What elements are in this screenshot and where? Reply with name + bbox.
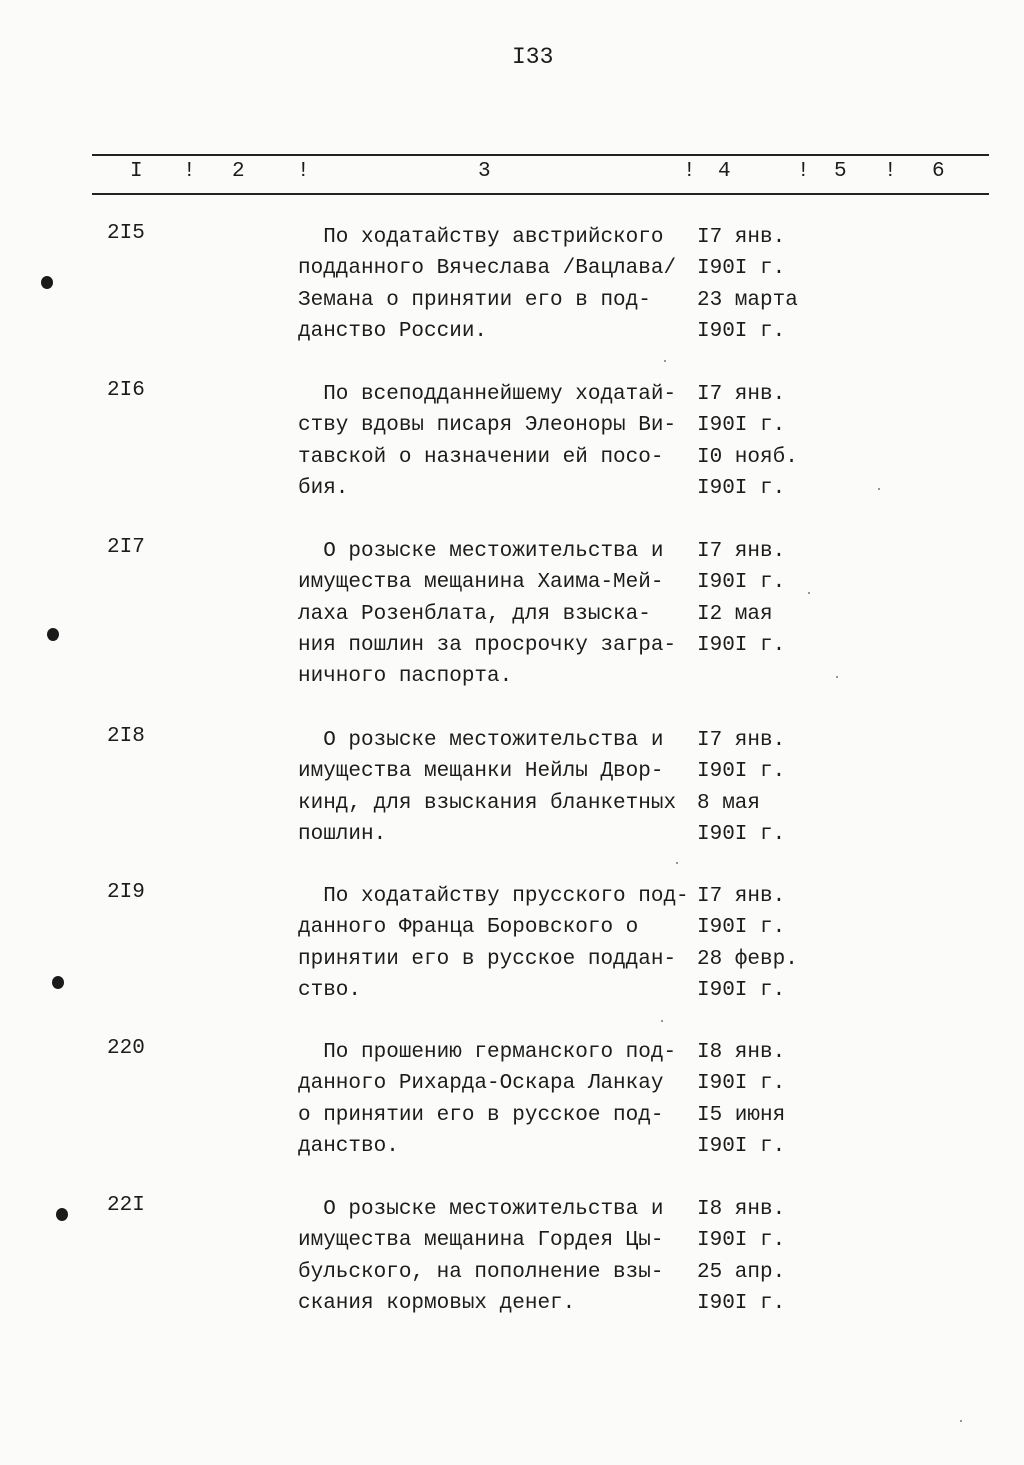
description-line: данного Франца Боровского о: [298, 916, 639, 940]
header-separator: !: [183, 160, 196, 183]
punch-hole: [52, 976, 64, 989]
entry-dates: [697, 1194, 785, 1319]
header-separator: !: [884, 160, 897, 183]
entry-number: 2I9: [107, 881, 145, 904]
header-col-5: 5: [834, 160, 847, 183]
date-line: I7 янв.: [697, 383, 786, 406]
header-bottom-rule: [92, 193, 989, 195]
entry-description: [298, 1194, 693, 1319]
date-line: I90I г.: [697, 978, 786, 1002]
date-line: 25 апр.: [697, 1260, 786, 1284]
date-line: I90I г.: [697, 414, 786, 438]
punch-hole: [56, 1208, 68, 1221]
date-line: I8 янв.: [697, 1198, 786, 1221]
description-line: Земана о принятии его в под-: [298, 288, 651, 312]
description-line: имущества мещанина Гордея Цы-: [298, 1229, 664, 1253]
date-line: I90I г.: [697, 1291, 786, 1315]
date-line: I90I г.: [697, 1229, 786, 1253]
date-line: I7 янв.: [697, 540, 786, 563]
entry-description: [298, 725, 693, 850]
date-line: 28 февр.: [697, 947, 798, 971]
date-line: I90I г.: [697, 760, 786, 784]
date-line: 8 мая: [697, 791, 761, 815]
entry-description: [298, 379, 693, 504]
entry-dates: [697, 1037, 785, 1162]
entry-number: 2I8: [107, 725, 145, 748]
description-line: лаха Розенблата, для взыска-: [298, 602, 651, 626]
entry-description: [298, 222, 693, 347]
scan-speck: [664, 360, 666, 362]
entry-dates: [697, 379, 798, 504]
entry-dates: [697, 222, 798, 347]
header-separator: !: [297, 160, 310, 183]
description-line: имущества мещанина Хаима-Мей-: [298, 571, 664, 595]
date-line: I90I г.: [697, 319, 786, 343]
entry-description: [298, 881, 693, 1006]
header-col-2: 2: [232, 160, 245, 183]
header-top-rule: [92, 154, 989, 156]
header-col-4: 4: [718, 160, 731, 183]
description-line: данство России.: [298, 319, 488, 343]
scan-speck: [836, 676, 838, 678]
description-line: кинд, для взыскания бланкетных: [298, 791, 677, 815]
description-line: По всеподданнейшему ходатай-: [298, 383, 677, 406]
date-line: I90I г.: [697, 916, 786, 940]
entry-number: 2I6: [107, 379, 145, 402]
entry-description: [298, 1037, 693, 1162]
description-line: пошлин.: [298, 822, 387, 846]
header-col-6: 6: [932, 160, 945, 183]
date-line: I8 янв.: [697, 1041, 786, 1064]
description-line: По ходатайству прусского под-: [298, 885, 689, 908]
header-separator: !: [797, 160, 810, 183]
date-line: I2 мая: [697, 602, 773, 626]
date-line: I7 янв.: [697, 885, 786, 908]
header-col-3: 3: [478, 160, 491, 183]
date-line: I90I г.: [697, 571, 786, 595]
entry-number: 220: [107, 1037, 145, 1060]
description-line: данство.: [298, 1134, 399, 1158]
punch-hole: [47, 628, 59, 641]
description-line: ство.: [298, 978, 362, 1002]
date-line: I7 янв.: [697, 729, 786, 752]
description-line: бия.: [298, 476, 349, 500]
description-line: ству вдовы писаря Элеоноры Ви-: [298, 414, 677, 438]
scan-speck: [676, 862, 678, 864]
entry-dates: [697, 536, 785, 661]
date-line: I90I г.: [697, 633, 786, 657]
date-line: I90I г.: [697, 1072, 786, 1096]
punch-hole: [41, 276, 53, 289]
description-line: скания кормовых денег.: [298, 1291, 576, 1315]
description-line: подданного Вячеслава /Вацлава/: [298, 257, 677, 281]
description-line: принятии его в русское поддан-: [298, 947, 677, 971]
description-line: По прошению германского под-: [298, 1041, 677, 1064]
description-line: ния пошлин за просрочку загра-: [298, 633, 677, 657]
header-col-1: I: [130, 160, 143, 183]
scan-speck: [960, 1420, 962, 1422]
date-line: I90I г.: [697, 257, 786, 281]
entry-dates: [697, 881, 798, 1006]
description-line: По ходатайству австрийского: [298, 226, 664, 249]
date-line: I0 нояб.: [697, 445, 798, 469]
description-line: О розыске местожительства и: [298, 540, 664, 563]
entry-dates: [697, 725, 785, 850]
description-line: О розыске местожительства и: [298, 1198, 664, 1221]
header-separator: !: [683, 160, 696, 183]
description-line: О розыске местожительства и: [298, 729, 664, 752]
scan-speck: [808, 592, 810, 594]
scan-speck: [661, 1020, 663, 1022]
entry-number: 2I5: [107, 222, 145, 245]
entry-description: [298, 536, 693, 692]
description-line: имущества мещанки Нейлы Двор-: [298, 760, 664, 784]
date-line: I90I г.: [697, 822, 786, 846]
page-number: I33: [512, 44, 554, 70]
date-line: I90I г.: [697, 1134, 786, 1158]
date-line: I7 янв.: [697, 226, 786, 249]
date-line: 23 марта: [697, 288, 798, 312]
date-line: I5 июня: [697, 1103, 786, 1127]
description-line: тавской о назначении ей посо-: [298, 445, 664, 469]
scan-speck: [878, 488, 880, 490]
entry-number: 22I: [107, 1194, 145, 1217]
description-line: о принятии его в русское под-: [298, 1103, 664, 1127]
entry-number: 2I7: [107, 536, 145, 559]
date-line: I90I г.: [697, 476, 786, 500]
description-line: данного Рихарда-Оскара Ланкау: [298, 1072, 664, 1096]
description-line: ничного паспорта.: [298, 665, 513, 689]
description-line: бульского, на пополнение взы-: [298, 1260, 664, 1284]
